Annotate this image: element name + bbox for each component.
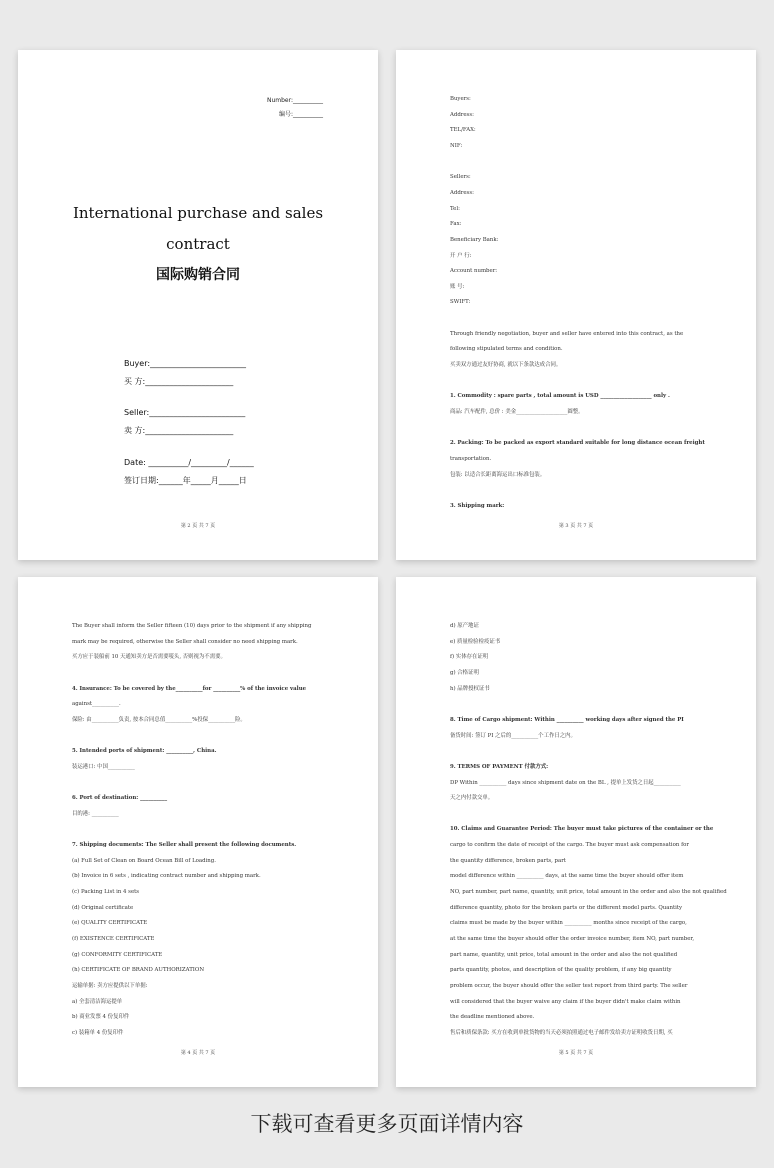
number-cn-field: 编号:__________ <box>278 111 323 118</box>
date-field: Date: __________/_________/______ <box>124 458 254 467</box>
text-line: (f) EXISTENCE CERTIFICATE <box>72 936 155 942</box>
text-line: Address: <box>450 111 474 118</box>
text-line: 装运港口: 中国__________ <box>72 763 135 770</box>
text-line: (h) CERTIFICATE OF BRAND AUTHORIZATION <box>72 967 205 974</box>
text-line: d) 原产地证 <box>450 623 479 629</box>
text-line: the quantity difference, broken parts, part <box>450 857 566 864</box>
title-cn: 国际购销合同 <box>156 267 240 283</box>
seller-cn-field: 卖 方:______________________ <box>124 426 234 435</box>
text-line: transportation. <box>450 455 492 462</box>
text-line: 买方应于装船前 10 天通知卖方是否需要唛头, 否则视为不需要。 <box>72 654 226 661</box>
text-line: cargo to confirm the date of receipt of the cargo. The buyer must ask compensation for <box>450 842 689 849</box>
text-line: 账 号: <box>450 283 465 290</box>
page-5 <box>396 577 756 1087</box>
text-line: e) 质量检验检疫证书 <box>450 638 501 645</box>
text-line: 8. Time of Cargo shipment: Within __________ working days after signed the PI <box>450 716 684 723</box>
text-line: following stipulated terms and condition. <box>450 346 563 353</box>
seller-field: Seller:________________________ <box>124 408 246 417</box>
page-footer: 第 4 页 共 7 页 <box>180 1050 216 1056</box>
page-3 <box>396 50 756 560</box>
text-line: 开 户 行: <box>450 252 472 259</box>
text-line: 9. TERMS OF PAYMENT 付款方式: <box>450 763 549 770</box>
text-line: TEL/FAX: <box>450 127 476 134</box>
text-line: 5. Intended ports of shipment: __________, China. <box>72 748 217 755</box>
text-line: will considered that the buyer waive any claim if the buyer didn't make claim within <box>450 998 681 1005</box>
text-line: 售后和质保条款: 买方在收到单批货物的当天必须拍照通过电子邮件发给卖方证明收货日期, 买 <box>450 1029 673 1036</box>
text-line: Beneficiary Bank: <box>450 236 499 243</box>
title-en-line1: International purchase and sales <box>72 204 324 222</box>
text-line: 6. Port of destination: __________ <box>72 795 168 802</box>
text-line: 4. Insurance: To be covered by the__________for __________% of the invoice value <box>72 685 307 692</box>
text-line: 10. Claims and Guarantee Period: The buyer must take pictures of the container or the <box>450 826 714 833</box>
text-line: claims must be made by the buyer within __________ months since receipt of the cargo, <box>450 920 687 927</box>
text-line: Tel: <box>450 205 460 212</box>
text-line: Fax: <box>450 221 462 228</box>
text-line: 2. Packing: To be packed as export standard suitable for long distance ocean freight <box>450 440 705 447</box>
buyer-field: Buyer:________________________ <box>124 359 247 368</box>
text-line: NO, part number, part name, quantity, unit price, total amount in the order and also the not qualified <box>450 889 727 896</box>
text-line: (g) CONFORMITY CERTIFICATE <box>72 951 163 958</box>
number-field: Number:__________ <box>266 97 323 104</box>
text-line: (c) Packing List in 4 sets <box>72 889 140 896</box>
page-footer: 第 3 页 共 7 页 <box>558 523 594 529</box>
text-line: difference quantity, photo for the broken parts or the different model parts. Quantity <box>450 904 683 911</box>
page-footer: 第 2 页 共 7 页 <box>180 523 216 529</box>
text-line: 天之内付款交单。 <box>450 795 494 802</box>
text-line: 1. Commodity : spare parts , total amount is USD ___________________ only . <box>450 393 670 400</box>
text-line: h) 品牌授权证书 <box>450 685 490 692</box>
text-line: the deadline mentioned above. <box>450 1014 535 1021</box>
text-line: (b) Invoice in 6 sets , indicating contract number and shipping mark. <box>72 873 261 880</box>
text-line: NIF: <box>450 142 463 149</box>
text-line: 包装: 以适合长距离海运出口标准包装。 <box>450 471 546 478</box>
text-line: Address: <box>450 189 474 196</box>
page-cover <box>18 50 378 560</box>
text-line: (e) QUALITY CERTIFICATE <box>72 920 148 927</box>
text-line: Sellers: <box>450 174 471 181</box>
text-line: against__________. <box>72 701 121 708</box>
text-line: mark may be required, otherwise the Seller shall consider no need shipping mark. <box>72 638 298 645</box>
buyer-cn-field: 买 方:______________________ <box>124 377 234 386</box>
text-line: Account number: <box>450 268 498 275</box>
text-line: f) 实体存在证明 <box>450 654 489 661</box>
text-line: c) 装箱单 4 份复印件 <box>72 1029 124 1036</box>
text-line: DP Within __________ days since shipment date on the BL , 提单上发货之日起__________ <box>450 779 681 786</box>
text-line: (a) Full Set of Clean on Board Ocean Bill of Loading. <box>72 857 216 864</box>
text-line: parts quantity, photos, and description of the quality problem, if any big quantity <box>450 967 672 974</box>
text-line: at the same time the buyer should offer the order invoice number, item NO, part number, <box>450 936 695 942</box>
text-line: Buyers: <box>450 96 471 102</box>
date-cn-field: 签订日期:______年_____月_____日 <box>124 476 247 485</box>
text-line: 商品: 汽车配件, 总价 : 美金___________________圆整。 <box>450 409 584 415</box>
text-line: b) 商业发票 4 份复印件 <box>72 1014 130 1021</box>
text-line: 7. Shipping documents: The Seller shall present the following documents. <box>72 842 297 849</box>
text-line: 3. Shipping mark: <box>450 502 505 509</box>
text-line: 运输单据: 卖方应提供以下单据: <box>72 982 148 989</box>
text-line: a) 全套清洁海运提单 <box>72 998 123 1005</box>
text-line: SWIFT: <box>450 299 471 306</box>
text-line: g) 合格证明 <box>450 669 479 676</box>
text-line: Through friendly negotiation, buyer and seller have entered into this contract, as the <box>450 330 684 337</box>
page-4 <box>18 577 378 1087</box>
text-line: 备货时间: 签订 PI 之后的__________个工作日之内。 <box>450 732 576 739</box>
text-line: part name, quantity, unit price, total amount in the order and also the not qualified <box>450 951 678 958</box>
download-caption: 下载可查看更多页面详情内容 <box>250 1112 524 1136</box>
title-en-line2: contract <box>166 235 230 253</box>
text-line: 保险: 由__________负责, 按本合同总值__________%投保__________险。 <box>72 716 246 723</box>
text-line: 买卖双方通过友好协商, 就以下条款达成合同。 <box>450 362 562 369</box>
text-line: model difference within __________ days, at the same time the buyer should offer item <box>450 873 684 880</box>
page-footer: 第 5 页 共 7 页 <box>558 1050 594 1056</box>
text-line: 目的港: __________ <box>72 810 119 817</box>
text-line: The Buyer shall inform the Seller fifteen (10) days prior to the shipment if any shipping <box>72 623 312 629</box>
text-line: problem occur, the buyer should offer the seller test report from third party. The seller <box>450 982 688 989</box>
text-line: (d) Original certificate <box>72 904 134 911</box>
